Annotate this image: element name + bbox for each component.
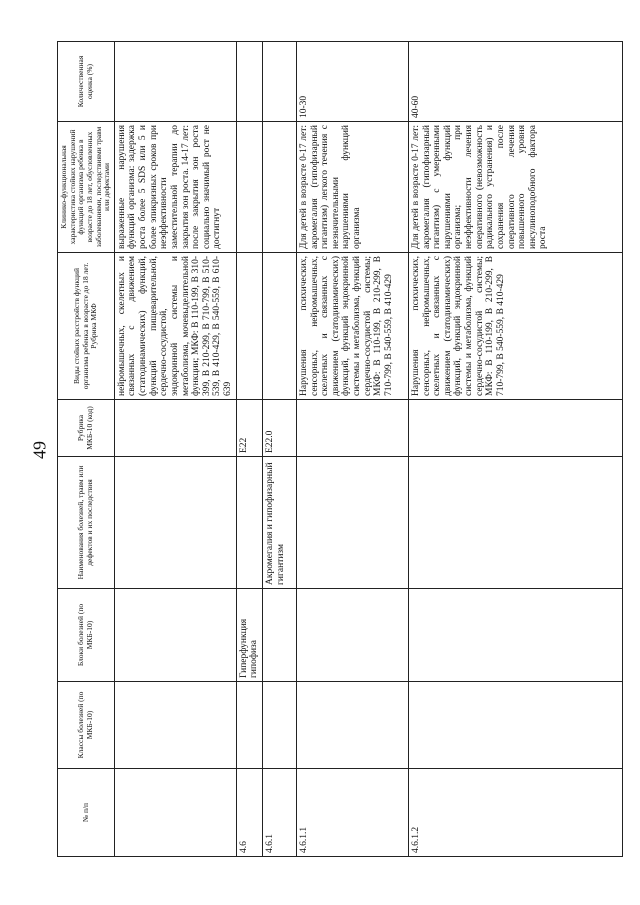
- header-code: Рубрика МКБ-10 (код): [58, 400, 115, 457]
- cell-num: [114, 769, 236, 857]
- cell-characteristic: Для детей в возрасте 0-17 лет: акромегалия (гипофизарный гигантизм) легкого течения с незначительными нарушениями функций организма: [296, 122, 408, 253]
- cell-characteristic: [262, 122, 296, 253]
- table-row: [114, 42, 236, 857]
- table-row: [262, 42, 296, 857]
- cell-classes: [236, 682, 262, 769]
- table-row: [296, 42, 408, 857]
- cell-characteristic: [236, 122, 262, 253]
- header-names: Наименования болезней, травм или дефектов и их последствия: [58, 457, 115, 589]
- cell-num: 4.6: [236, 769, 262, 857]
- cell-code: [408, 400, 622, 457]
- cell-blocks: [408, 589, 622, 682]
- cell-types: Нарушения психических, сенсорных, нейромышечных, скелетных и связанных с движением (статодинамических) функций, функций эндокринной системы и метаболизма, функций сердечно-сосудистой системы; МКФ: В 110-199, В 210-299, В 710-799, В 540-559, В 410-429: [296, 253, 408, 400]
- cell-code: [296, 400, 408, 457]
- cell-classes: [296, 682, 408, 769]
- header-classes: Классы болезней (по МКБ-10): [58, 682, 115, 769]
- cell-blocks: [296, 589, 408, 682]
- header-characteristic: Клинико-функциональная характеристика стойких нарушений функций организма ребенка в возрасте до 18 лет, обусловленных заболеваниями, последствиями травм или дефектами: [58, 122, 115, 253]
- cell-score: [114, 42, 236, 122]
- table-row: [408, 42, 622, 857]
- cell-score: [236, 42, 262, 122]
- page-number: 49: [29, 441, 50, 459]
- rotated-table-wrapper: [57, 42, 612, 857]
- cell-blocks: [114, 589, 236, 682]
- cell-classes: [262, 682, 296, 769]
- header-num: № п/п: [58, 769, 115, 857]
- cell-types: нейромышечных, скелетных и связанных с движением (статодинамических) функций, функций пищеварительной, сердечно-сосудистой, эндокринной системы и метаболизма, мочевыделительной функции; МКФ: В 110-199, В 310-399, В 210-299, В 710-799, В 510-539, В 410-429, В 540-559, В 610-639: [114, 253, 236, 400]
- cell-classes: [114, 682, 236, 769]
- cell-types: Нарушения психических, сенсорных, нейромышечных, скелетных и связанных с движением (статодинамических) функций, функций эндокринной системы и метаболизма, функций сердечно-сосудистой системы; МКФ: В 110-199, В 210-299, В 710-799, В 540-559, В 410-429: [408, 253, 622, 400]
- header-row: [58, 42, 115, 857]
- cell-types: [236, 253, 262, 400]
- header-types: Виды стойких расстройств функций организма ребенка в возрасте до 18 лет. Рубрика МКФ: [58, 253, 115, 400]
- cell-characteristic: Для детей в возрасте 0-17 лет: акромегалия (гипофизарный гигантизм) с умеренными нарушениями функций организма; при неэффективности лечения оперативного (невозможность радикального устранения) и сохранения после оперативного лечения повышенного уровня инсулиноподобного фактора роста: [408, 122, 622, 253]
- cell-num: 4.6.1.2: [408, 769, 622, 857]
- cell-names: [114, 457, 236, 589]
- cell-names: [236, 457, 262, 589]
- table-row: [236, 42, 262, 857]
- header-score: Количественная оценка (%): [58, 42, 115, 122]
- header-blocks: Блоки болезней (по МКБ-10): [58, 589, 115, 682]
- cell-num: 4.6.1.1: [296, 769, 408, 857]
- cell-score: 40-60: [408, 42, 622, 122]
- cell-names: [296, 457, 408, 589]
- cell-code: E22.0: [262, 400, 296, 457]
- cell-names: Акромегалия и гипофизарный гигантизм: [262, 457, 296, 589]
- cell-classes: [408, 682, 622, 769]
- cell-names: [408, 457, 622, 589]
- cell-blocks: Гиперфункция гипофиза: [236, 589, 262, 682]
- cell-score: 10-30: [296, 42, 408, 122]
- cell-code: [114, 400, 236, 457]
- cell-code: E22: [236, 400, 262, 457]
- cell-types: [262, 253, 296, 400]
- cell-blocks: [262, 589, 296, 682]
- disability-criteria-table: [57, 41, 623, 857]
- cell-characteristic: выраженные нарушения функций организма: задержка роста более 5 SDS или 5 и более эпикризных сроков при неэффективности заместительной терапии до закрытия зон роста. 14-17 лет: после закрытия зон роста социально значимый рост не достигнут: [114, 122, 236, 253]
- cell-score: [262, 42, 296, 122]
- cell-num: 4.6.1: [262, 769, 296, 857]
